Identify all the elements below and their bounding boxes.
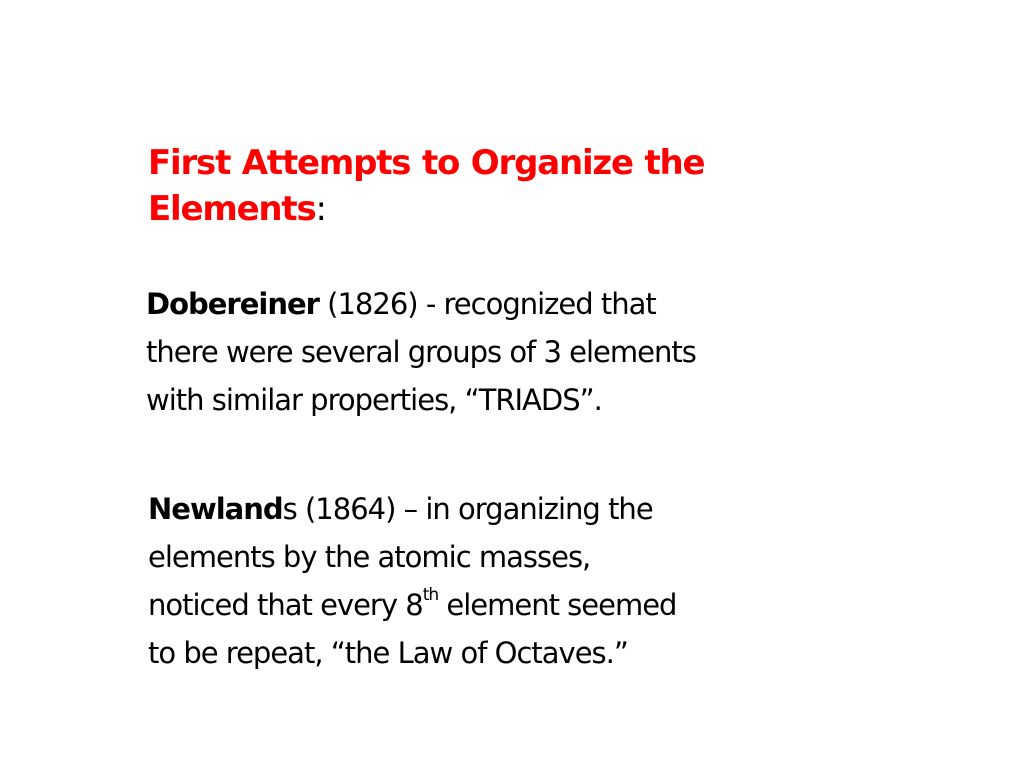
newlands-line-3 xyxy=(148,581,838,629)
slide-title xyxy=(148,140,788,232)
dobereiner-paragraph xyxy=(146,280,836,424)
newlands-line-1-rest: s (1864) – in organizing the xyxy=(282,492,653,526)
newlands-line-2: elements by the atomic masses, xyxy=(148,540,591,574)
title-elements-word: Elements xyxy=(148,189,316,229)
title-colon: : xyxy=(315,189,326,229)
newlands-name: Newland xyxy=(148,492,283,526)
dobereiner-line-3: with similar properties, “TRIADS”. xyxy=(146,383,602,417)
title-line-2 xyxy=(148,186,788,232)
newlands-line-3-after: element seemed xyxy=(438,588,677,622)
newlands-line-4: to be repeat, “the Law of Octaves.” xyxy=(148,636,628,670)
newlands-line-1 xyxy=(148,485,838,533)
dobereiner-name: Dobereiner xyxy=(146,287,319,321)
newlands-line-3-before: noticed that every 8 xyxy=(148,588,423,622)
ordinal-superscript: th xyxy=(422,585,439,606)
dobereiner-line-2: there were several groups of 3 elements xyxy=(146,335,696,369)
dobereiner-line-1 xyxy=(146,280,836,328)
newlands-paragraph xyxy=(148,485,838,677)
title-line-1: First Attempts to Organize the xyxy=(148,143,705,183)
dobereiner-line-1-rest: (1826) - recognized that xyxy=(318,287,656,321)
